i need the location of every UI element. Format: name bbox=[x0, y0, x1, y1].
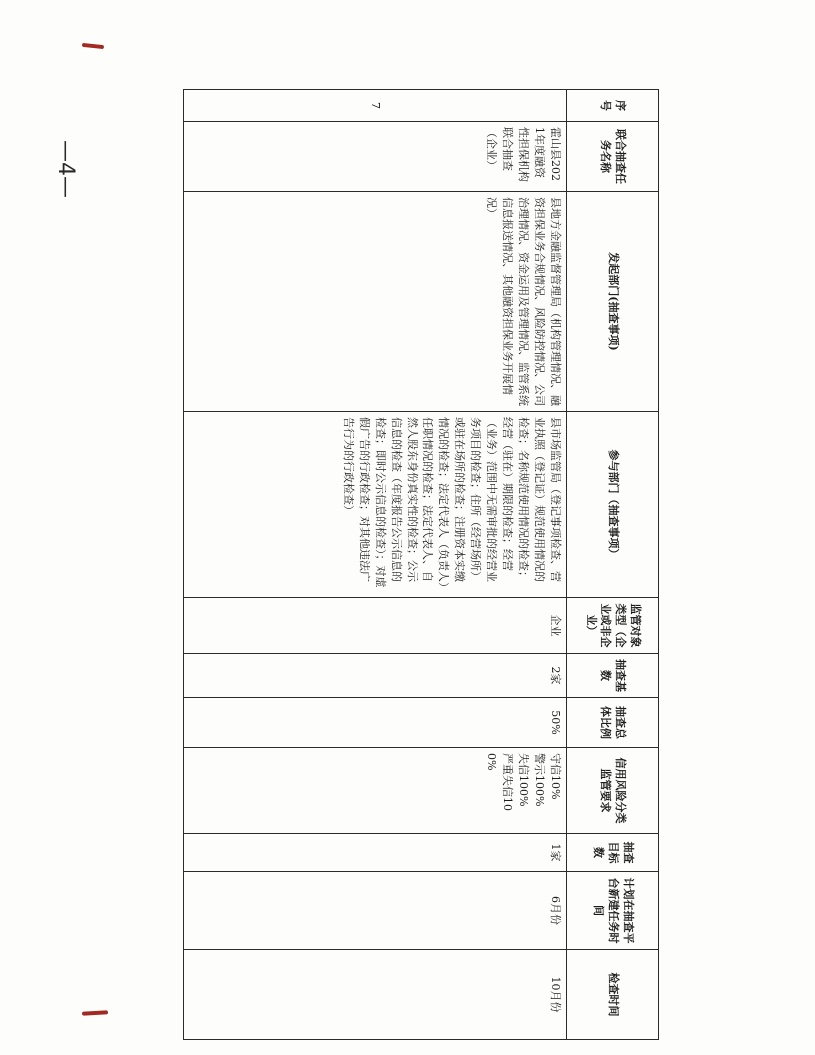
inspection-task-table bbox=[183, 89, 659, 1040]
rotated-table-container bbox=[183, 89, 659, 1017]
credit-req-line: 警示100% bbox=[533, 753, 547, 807]
credit-req-line: 守信10% bbox=[549, 753, 562, 800]
cell-plan-time: 6月份 bbox=[184, 872, 567, 950]
cell-sample-count: 2家 bbox=[184, 654, 567, 698]
header-plan-time: 计划在抽查平台新建任务时间 bbox=[567, 872, 659, 950]
header-seq: 序号 bbox=[567, 90, 659, 122]
cell-task-name: 霍山县2021年度融资性担保机构联合抽查（企业） bbox=[184, 122, 567, 192]
header-sample-ratio: 抽查总体比例 bbox=[567, 698, 659, 748]
header-participant: 参与部门（抽查事项） bbox=[567, 412, 659, 598]
cell-seq: 7 bbox=[184, 90, 567, 122]
cell-target-count: 1家 bbox=[184, 834, 567, 872]
table-header-row bbox=[567, 90, 659, 1040]
header-task-name: 联合抽查任务名称 bbox=[567, 122, 659, 192]
binding-mark-top bbox=[82, 43, 104, 49]
table-row bbox=[184, 90, 567, 1040]
cell-initiator: 县地方金融监督管理局（机构管理情况、融资担保业务合规情况、风险防控情况、公司治理情况、资金运用及管理情况、监管系统信息报送情况、其他融资担保业务开展情况） bbox=[184, 192, 567, 412]
header-object-type: 监管对象类型（企业或非企业） bbox=[567, 598, 659, 654]
binding-mark-bottom bbox=[82, 1010, 108, 1015]
header-check-time: 检查时间 bbox=[567, 950, 659, 1040]
header-target-count: 抽查目标数 bbox=[567, 834, 659, 872]
cell-credit-requirement bbox=[184, 748, 567, 834]
credit-req-line: 严重失信100% bbox=[485, 753, 515, 811]
cell-participant: 县市场监管局（登记事项检查、营业执照（登记证）规范使用情况的检查；名称规范使用情况的检查；经营（驻在）期限的检查；经营（业务）范围中无需审批的经营业务项目的检查；住所（经营场所）或驻在场所的检查；注册资本实缴情况的检查；法定代表人（负责人）任职情况的检查；法定代表人、自然人股东身份真实性的检查；公示信息的检查（年度报告公示信息的检查；即时公示信息的检查）；对虚假广告的行政检查；对其他违法广告行为的行政检查） bbox=[184, 412, 567, 598]
cell-sample-ratio: 50% bbox=[184, 698, 567, 748]
page-number: —4— bbox=[53, 140, 78, 198]
cell-object-type: 企业 bbox=[184, 598, 567, 654]
header-sample-count: 抽查基数 bbox=[567, 654, 659, 698]
header-initiator: 发起部门(抽查事项) bbox=[567, 192, 659, 412]
header-credit-requirement: 信用风险分类监管要求 bbox=[567, 748, 659, 834]
cell-check-time: 10月份 bbox=[184, 950, 567, 1040]
credit-req-line: 失信100% bbox=[517, 753, 531, 807]
